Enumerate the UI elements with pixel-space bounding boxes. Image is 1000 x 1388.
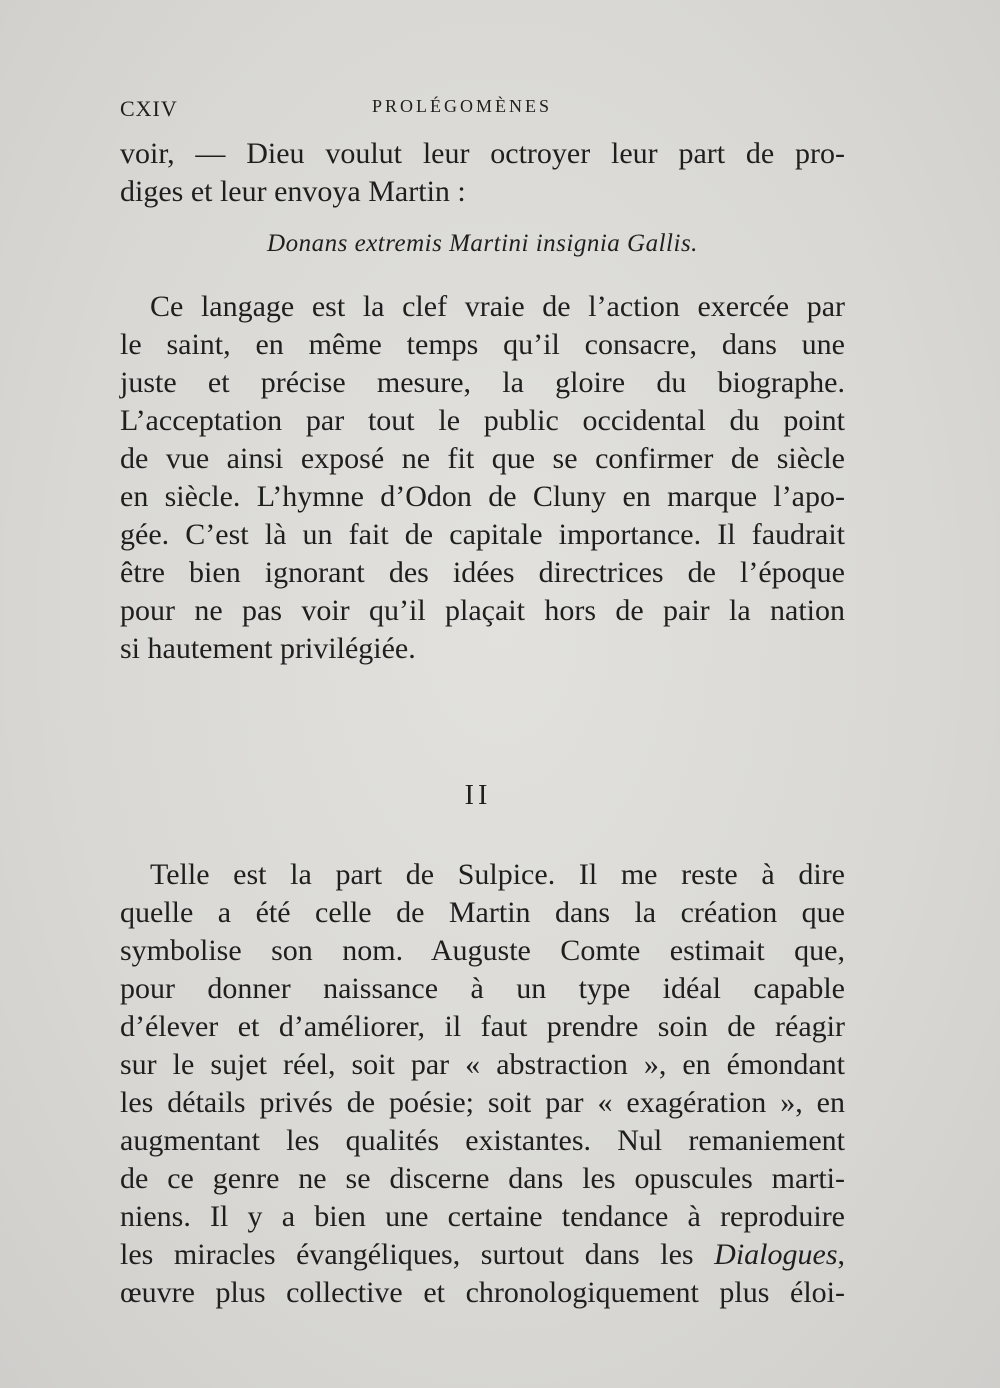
text-line: L’acceptation par tout le public occidental du point bbox=[120, 404, 845, 437]
text-line: de ce genre ne se discerne dans les opuscules marti- bbox=[120, 1162, 845, 1195]
text-line: voir, — Dieu voulut leur octroyer leur part de pro- bbox=[120, 137, 845, 170]
text-line: le saint, en même temps qu’il consacre, dans une bbox=[120, 328, 845, 361]
text-line: d’élever et d’améliorer, il faut prendre soin de réagir bbox=[120, 1010, 845, 1043]
text-line: juste et précise mesure, la gloire du biographe. bbox=[120, 366, 845, 399]
text-line: Telle est la part de Sulpice. Il me reste à dire bbox=[150, 858, 845, 891]
text-line: être bien ignorant des idées directrices de l’époque bbox=[120, 556, 845, 589]
work-title-italic: Dialogues bbox=[714, 1238, 838, 1271]
text-line: de vue ainsi exposé ne fit que se confirmer de siècle bbox=[120, 442, 845, 475]
text-line: œuvre plus collective et chronologiquement plus éloi- bbox=[120, 1276, 845, 1309]
text-line bbox=[120, 1236, 845, 1274]
text-line: en siècle. L’hymne d’Odon de Cluny en marque l’apo- bbox=[120, 480, 845, 513]
text-line: diges et leur envoya Martin : bbox=[120, 175, 466, 208]
text-line: niens. Il y a bien une certaine tendance à reproduire bbox=[120, 1200, 845, 1233]
page-number: CXIV bbox=[120, 96, 178, 121]
text-segment: les miracles évangéliques, surtout dans les bbox=[120, 1238, 715, 1271]
text-line: sur le sujet réel, soit par « abstraction », en émondant bbox=[120, 1048, 845, 1081]
running-title: PROLÉGOMÈNES bbox=[372, 96, 553, 116]
text-line: augmentant les qualités existantes. Nul remaniement bbox=[120, 1124, 845, 1157]
text-line: symbolise son nom. Auguste Comte estimait que, bbox=[120, 934, 845, 967]
text-segment: , bbox=[837, 1238, 845, 1271]
text-line: quelle a été celle de Martin dans la création que bbox=[120, 896, 845, 929]
text-line: gée. C’est là un fait de capitale importance. Il faudrait bbox=[120, 518, 845, 551]
text-line: Ce langage est la clef vraie de l’action exercée par bbox=[150, 290, 845, 323]
text-line: pour donner naissance à un type idéal capable bbox=[120, 972, 845, 1005]
section-heading: II bbox=[464, 780, 492, 811]
running-head bbox=[120, 96, 850, 126]
latin-quotation: Donans extremis Martini insignia Gallis. bbox=[267, 230, 698, 257]
text-line: pour ne pas voir qu’il plaçait hors de pair la nation bbox=[120, 594, 845, 627]
text-line: si hautement privilégiée. bbox=[120, 632, 416, 665]
text-line: les détails privés de poésie; soit par « exagération », en bbox=[120, 1086, 845, 1119]
